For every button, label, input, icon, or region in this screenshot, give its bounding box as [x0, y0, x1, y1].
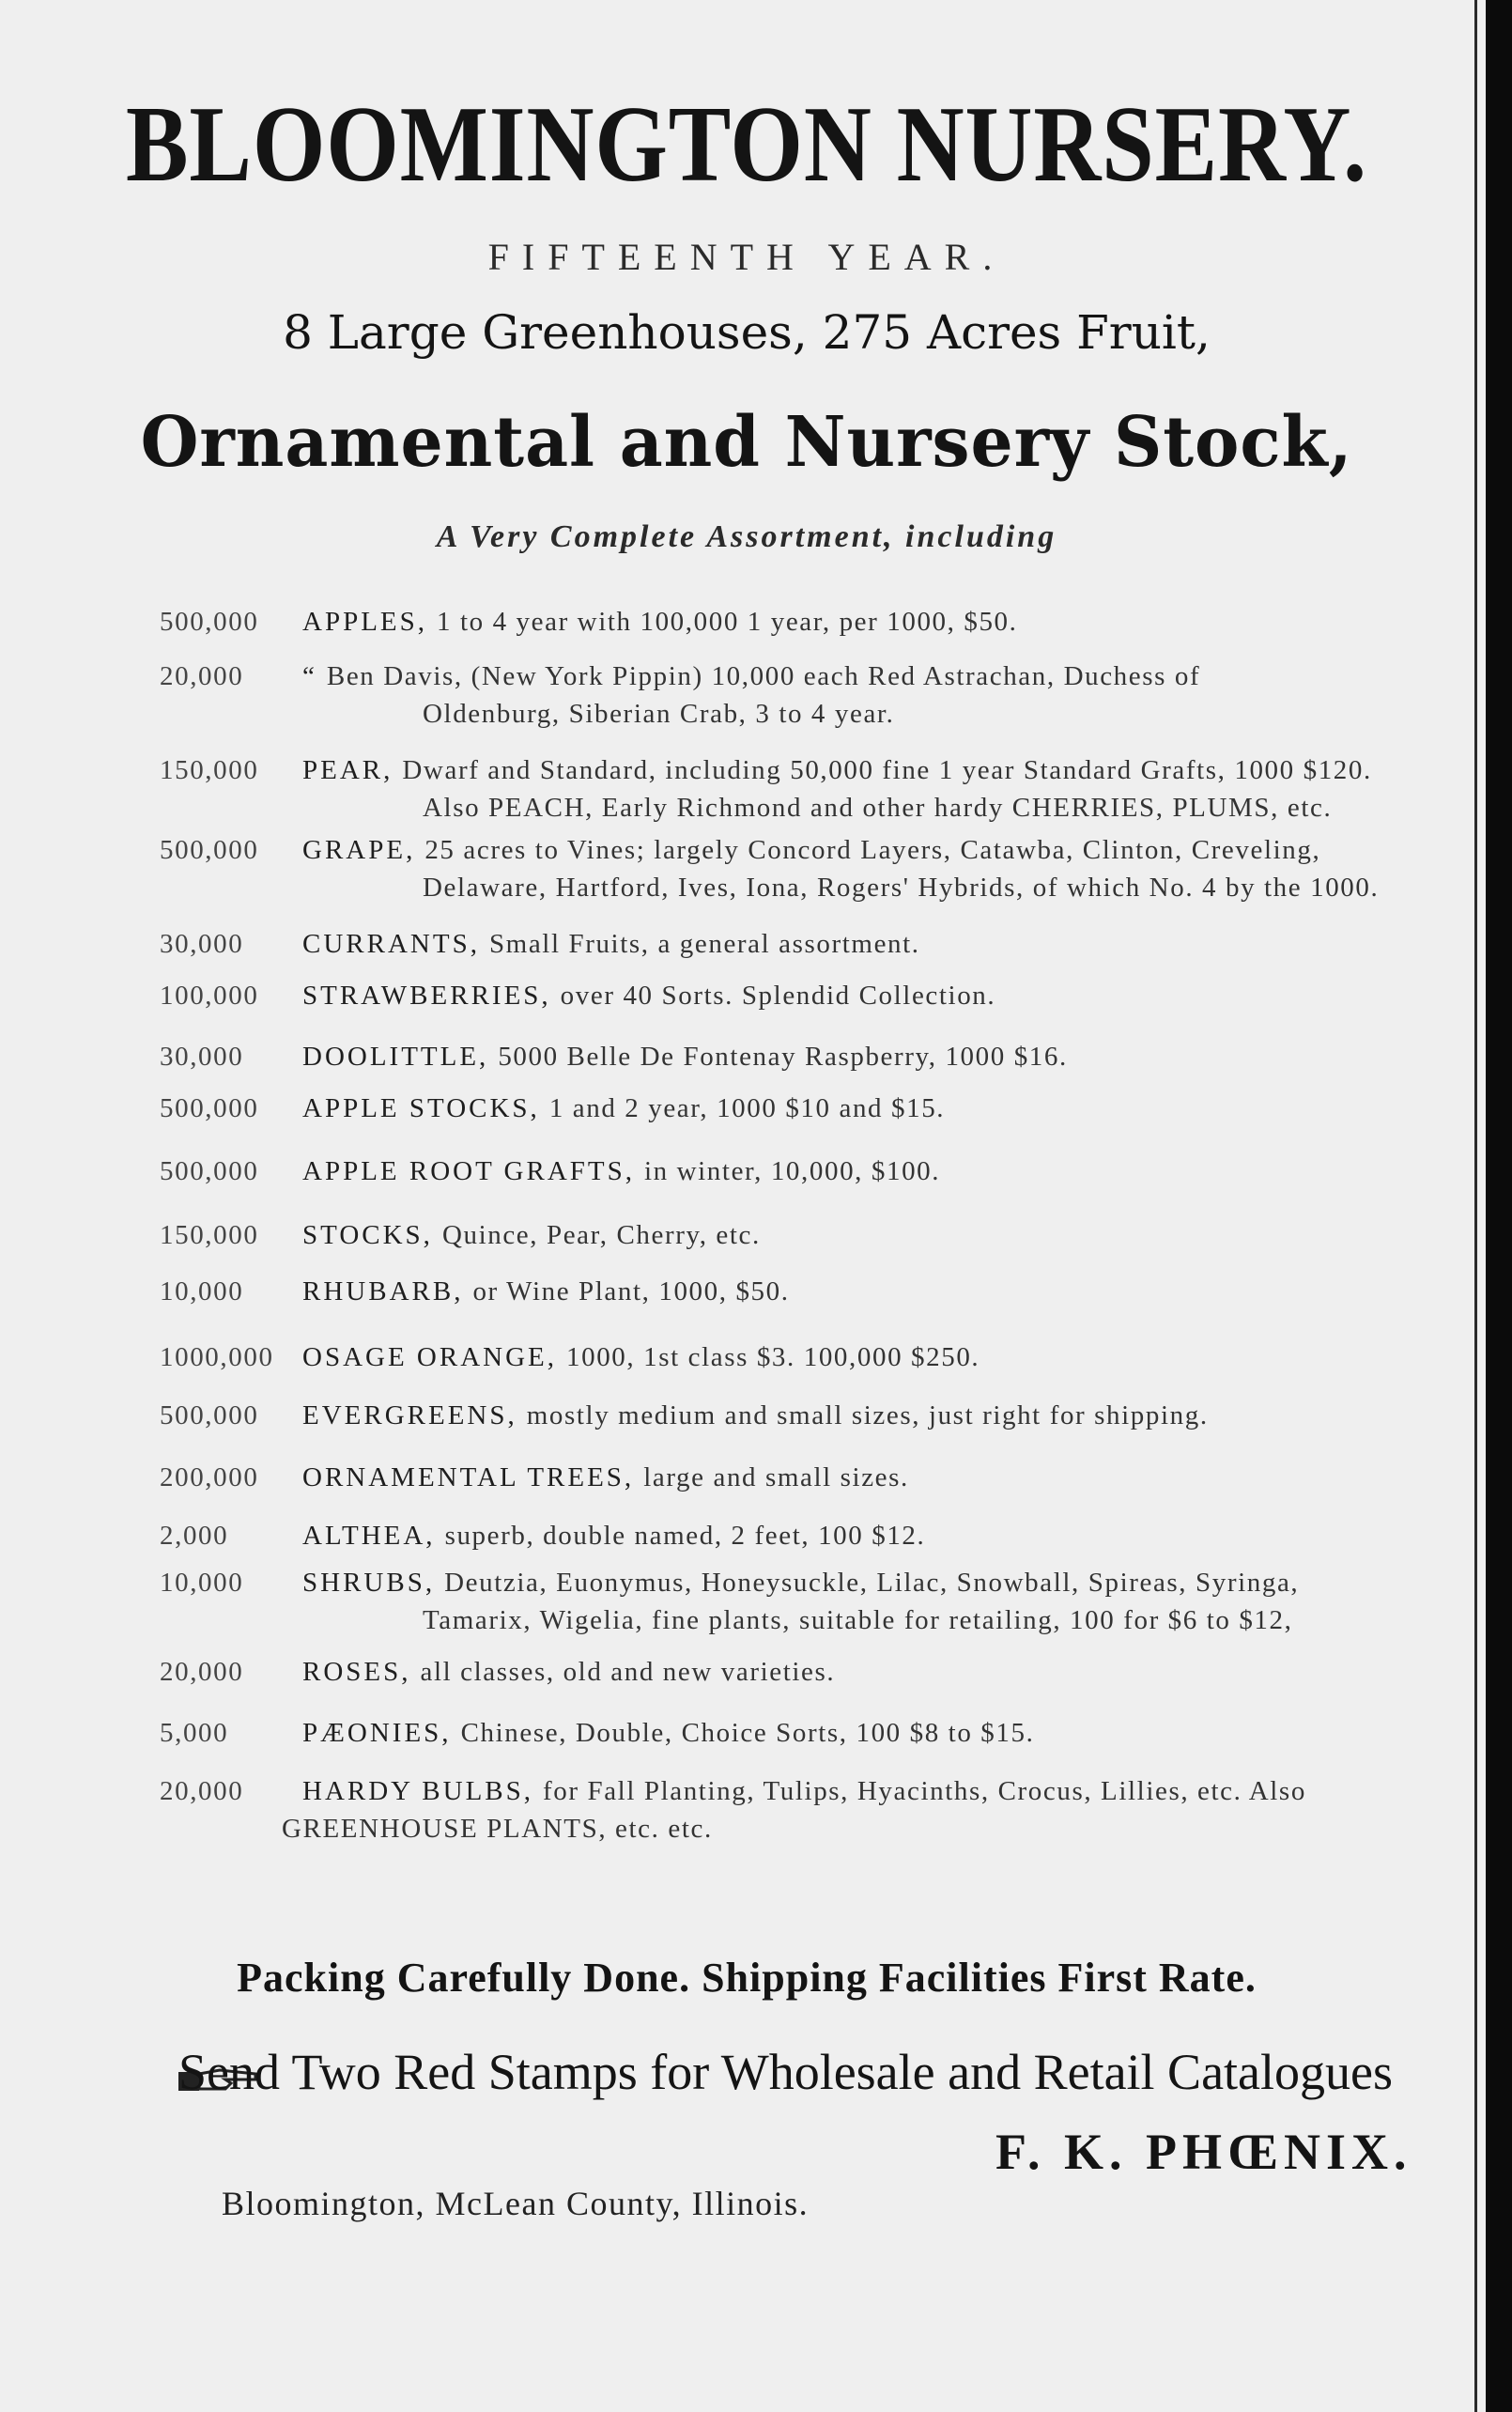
- page-title: BLOOMINGTON NURSERY.: [126, 85, 1367, 205]
- entry-description: 5000 Belle De Fontenay Raspberry, 1000 $16.: [498, 1042, 1068, 1072]
- stock-entry: [160, 657, 1493, 733]
- signer-name: F. K. PHŒNIX.: [995, 2124, 1412, 2180]
- entry-quantity: 500,000: [160, 1400, 259, 1430]
- entry-item: PEAR,: [302, 755, 393, 785]
- entry-item: DOOLITTLE,: [302, 1042, 489, 1072]
- stock-entry: [160, 1772, 1493, 1848]
- entry-description: 1000, 1st class $3. 100,000 $250.: [566, 1342, 980, 1372]
- entry-quantity: 200,000: [160, 1462, 259, 1492]
- stock-entry: [160, 1397, 1493, 1434]
- entry-quantity: 1000,000: [160, 1342, 274, 1372]
- packing-line: Packing Carefully Done. Shipping Facilities First Rate.: [237, 1955, 1257, 2001]
- entry-continuation: Tamarix, Wigelia, fine plants, suitable for retailing, 100 for $6 to $12,: [423, 1605, 1293, 1635]
- entry-item: CURRANTS,: [302, 929, 480, 959]
- stock-entry: [160, 1459, 1493, 1496]
- entry-continuation: Delaware, Hartford, Ives, Iona, Rogers' Hybrids, of which No. 4 by the 1000.: [423, 873, 1380, 903]
- entry-item: HARDY BULBS,: [302, 1776, 534, 1806]
- entry-description: 1 and 2 year, 1000 $10 and $15.: [548, 1093, 946, 1123]
- stock-entry: [160, 603, 1493, 641]
- entry-item: ROSES,: [302, 1657, 411, 1687]
- stock-entry: [160, 831, 1493, 906]
- stock-entry: [160, 977, 1493, 1014]
- entry-description: Small Fruits, a general assortment.: [488, 929, 920, 959]
- entry-description: over 40 Sorts. Splendid Collection.: [560, 981, 996, 1011]
- stock-entry: [160, 1152, 1493, 1190]
- subtitle: FIFTEENTH YEAR.: [487, 236, 1006, 278]
- entry-quantity: 30,000: [160, 1042, 244, 1072]
- entry-description: for Fall Planting, Tulips, Hyacinths, Crocus, Lillies, etc. Also: [543, 1776, 1306, 1806]
- entry-continuation: Also PEACH, Early Richmond and other hardy CHERRIES, PLUMS, etc.: [423, 793, 1333, 823]
- entry-item: APPLE ROOT GRAFTS,: [302, 1156, 635, 1186]
- stock-entry: [160, 1038, 1493, 1075]
- entry-quantity: 5,000: [160, 1718, 229, 1748]
- entry-item: STRAWBERRIES,: [302, 981, 551, 1011]
- entry-quantity: 20,000: [160, 661, 244, 691]
- entry-item: EVERGREENS,: [302, 1400, 517, 1430]
- entry-continuation: Oldenburg, Siberian Crab, 3 to 4 year.: [423, 699, 895, 729]
- entry-quantity: 150,000: [160, 1220, 259, 1250]
- entry-quantity: 500,000: [160, 835, 259, 865]
- entry-description: Chinese, Double, Choice Sorts, 100 $8 to $15.: [460, 1718, 1035, 1748]
- entry-description: large and small sizes.: [643, 1462, 909, 1492]
- entry-quantity: 500,000: [160, 1156, 259, 1186]
- entry-description: in winter, 10,000, $100.: [644, 1156, 941, 1186]
- headline-stock: Ornamental and Nursery Stock,: [140, 402, 1353, 483]
- stock-entry: [160, 925, 1493, 963]
- stock-entry: [160, 1273, 1493, 1310]
- entry-item: GRAPE,: [302, 835, 416, 865]
- page-edge-border: [1486, 0, 1512, 2412]
- entry-quantity: 30,000: [160, 929, 244, 959]
- stock-entry: [160, 1714, 1493, 1752]
- entry-item: OSAGE ORANGE,: [302, 1342, 557, 1372]
- entry-quantity: 10,000: [160, 1568, 244, 1598]
- entry-description: Ben Davis, (New York Pippin) 10,000 each Red Astrachan, Duchess of: [326, 661, 1201, 691]
- entry-description: or Wine Plant, 1000, $50.: [472, 1276, 790, 1306]
- entry-quantity: 500,000: [160, 607, 259, 637]
- entry-description: 1 to 4 year with 100,000 1 year, per 1000, $50.: [437, 607, 1018, 637]
- stock-entry: [160, 1216, 1493, 1254]
- entry-item: ORNAMENTAL TREES,: [302, 1462, 635, 1492]
- headline: 8 Large Greenhouses, 275 Acres Fruit,: [283, 305, 1211, 360]
- stock-entry: [160, 751, 1493, 827]
- stock-entry: [160, 1338, 1493, 1376]
- assortment-line: A Very Complete Assortment, including: [436, 519, 1057, 554]
- entry-description: mostly medium and small sizes, just right for shipping.: [526, 1400, 1209, 1430]
- page-edge-line: [1474, 0, 1477, 2412]
- stock-entry: [160, 1653, 1493, 1691]
- entry-item: SHRUBS,: [302, 1568, 436, 1598]
- entry-continuation: GREENHOUSE PLANTS, etc. etc.: [282, 1814, 713, 1844]
- entry-description: Dwarf and Standard, including 50,000 fine 1 year Standard Grafts, 1000 $120.: [402, 755, 1372, 785]
- send-stamps-line: Send Two Red Stamps for Wholesale and Retail Catalogues: [178, 2044, 1393, 2100]
- entry-description: 25 acres to Vines; largely Concord Layers, Catawba, Clinton, Creveling,: [424, 835, 1321, 865]
- entry-quantity: 100,000: [160, 981, 259, 1011]
- entry-item: APPLES,: [302, 607, 428, 637]
- entry-description: superb, double named, 2 feet, 100 $12.: [444, 1521, 926, 1551]
- entry-description: all classes, old and new varieties.: [420, 1657, 836, 1687]
- entry-quantity: 2,000: [160, 1521, 229, 1551]
- entry-quantity: 150,000: [160, 755, 259, 785]
- address-line: Bloomington, McLean County, Illinois.: [222, 2185, 810, 2222]
- stock-entry: [160, 1517, 1493, 1554]
- entry-quantity: 10,000: [160, 1276, 244, 1306]
- entry-description: Quince, Pear, Cherry, etc.: [441, 1220, 761, 1250]
- entry-item: PÆONIES,: [302, 1718, 452, 1748]
- entry-item: ALTHEA,: [302, 1521, 436, 1551]
- entry-description: Deutzia, Euonymus, Honeysuckle, Lilac, Snowball, Spireas, Syringa,: [444, 1568, 1300, 1598]
- entry-item: APPLE STOCKS,: [302, 1093, 540, 1123]
- entry-quantity: 20,000: [160, 1776, 244, 1806]
- entry-quantity: 20,000: [160, 1657, 244, 1687]
- entry-quantity: 500,000: [160, 1093, 259, 1123]
- entry-item: RHUBARB,: [302, 1276, 464, 1306]
- stock-entry: [160, 1090, 1493, 1127]
- entry-item: STOCKS,: [302, 1220, 433, 1250]
- stock-entry: [160, 1564, 1493, 1639]
- entry-item: “: [302, 661, 317, 691]
